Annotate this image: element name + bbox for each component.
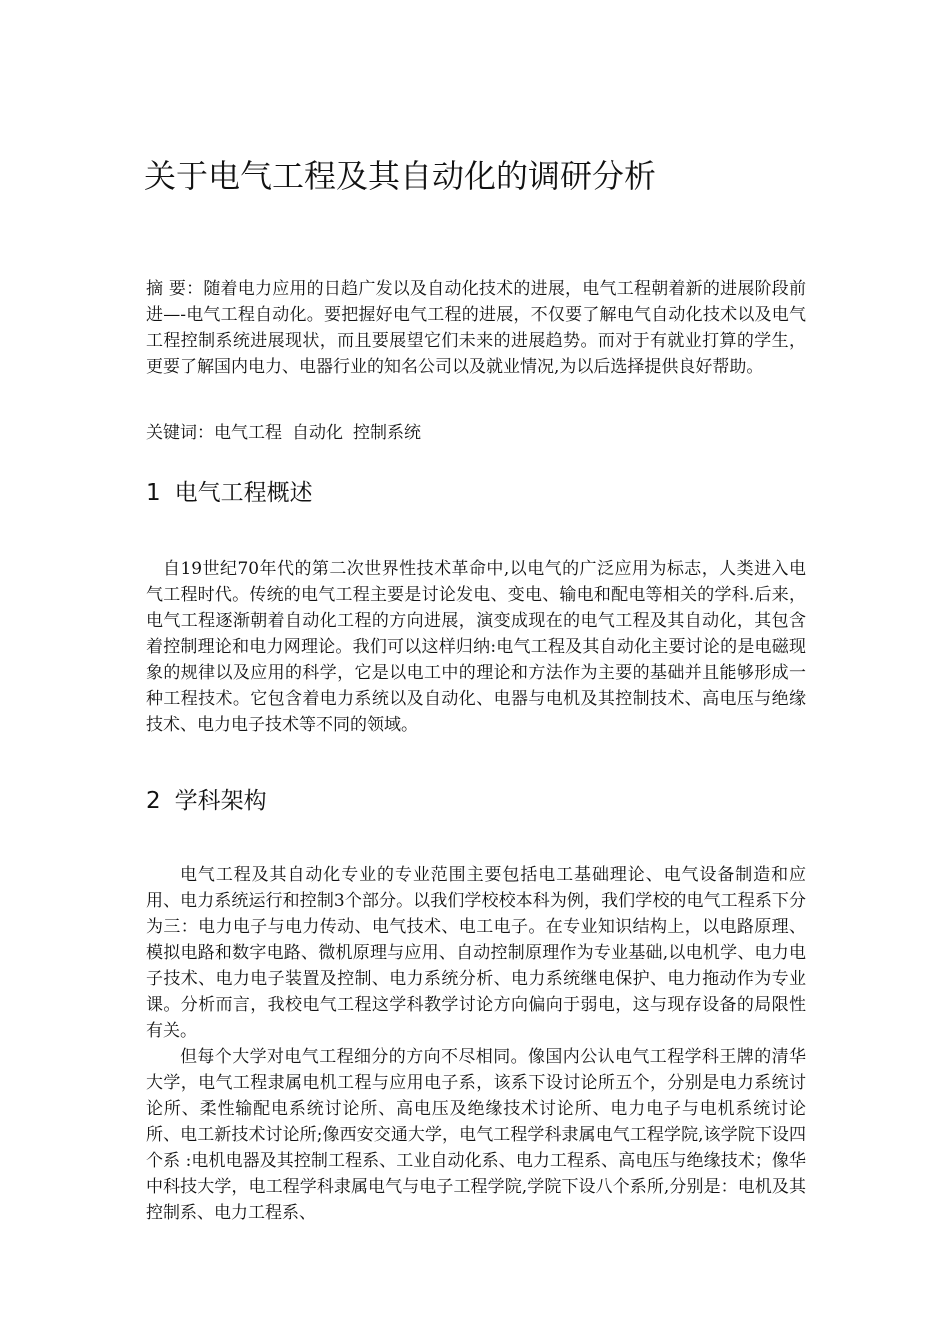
abstract [146,276,806,380]
keyword-item: 控制系统 [353,423,421,443]
section-title: 学科架构 [174,788,267,814]
section-number: 2 [146,788,161,814]
document-title: 关于电气工程及其自动化的调研分析 [144,157,657,195]
body-paragraph: 但每个大学对电气工程细分的方向不尽相同。像国内公认电气工程学科王牌的清华大学，电气工程隶属电机工程与应用电子系，该系下设讨论所五个，分别是电力系统讨论所、柔性输配电系统讨论所、高电压及绝缘技术讨论所、电力电子与电机系统讨论所、电工新技术讨论所;像西安交通大学，电气工程学科隶属电气工程学院,该学院下设四个系 :电机电器及其控制工程系、工业自动化系、电力工程系、高电压与绝缘技术；像华中科技大学，电工程学科隶属电气与电子工程学院,学院下设八个系所,分别是：电机及其控制系、电力工程系、 [146,1047,806,1223]
section-title: 电气工程概述 [174,480,313,506]
section-heading [146,785,806,817]
section-heading [146,477,806,509]
keywords [146,420,806,446]
body-paragraph: 电气工程及其自动化专业的专业范围主要包括电工基础理论、电气设备制造和应用、电力系统运行和控制3个部分。以我们学校校本科为例，我们学校的电气工程系下分为三：电力电子与电力传动、电气技术、电工电子。在专业知识结构上，以电路原理、模拟电路和数字电路、微机原理与应用、自动控制原理作为专业基础,以电机学、电力电子技术、电力电子装置及控制、电力系统分析、电力系统继电保护、电力拖动作为专业课。分析而言，我校电气工程这学科教学讨论方向偏向于弱电，这与现存设备的局限性有关。 [146,865,806,1041]
keyword-item: 自动化 [292,423,343,443]
keyword-item: 电气工程 [214,423,282,443]
body-paragraph: 自19世纪70年代的第二次世界性技术革命中,以电气的广泛应用为标志，人类进入电气工程时代。传统的电气工程主要是讨论发电、变电、输电和配电等相关的学科.后来，电气工程逐渐朝着自动化工程的方向进展，演变成现在的电气工程及其自动化，其包含着控制理论和电力网理论。我们可以这样归纳:电气工程及其自动化主要讨论的是电磁现象的规律以及应用的科学，它是以电工中的理论和方法作为主要的基础并且能够形成一种工程技术。它包含着电力系统以及自动化、电器与电机及其控制技术、高电压与绝缘技术、电力电子技术等不同的领域。 [146,559,806,735]
section-number: 1 [146,480,161,506]
abstract-text: 随着电力应用的日趋广发以及自动化技术的进展，电气工程朝着新的进展阶段前进—-电气工程自动化。要把握好电气工程的进展，不仅要了解电气自动化技术以及电气工程控制系统进展现状，而且要展望它们未来的进展趋势。而对于有就业打算的学生，更要了解国内电力、电器行业的知名公司以及就业情况,为以后选择提供良好帮助。 [146,279,807,377]
keywords-label: 关键词： [146,423,214,443]
abstract-label: 摘 要： [146,279,204,299]
